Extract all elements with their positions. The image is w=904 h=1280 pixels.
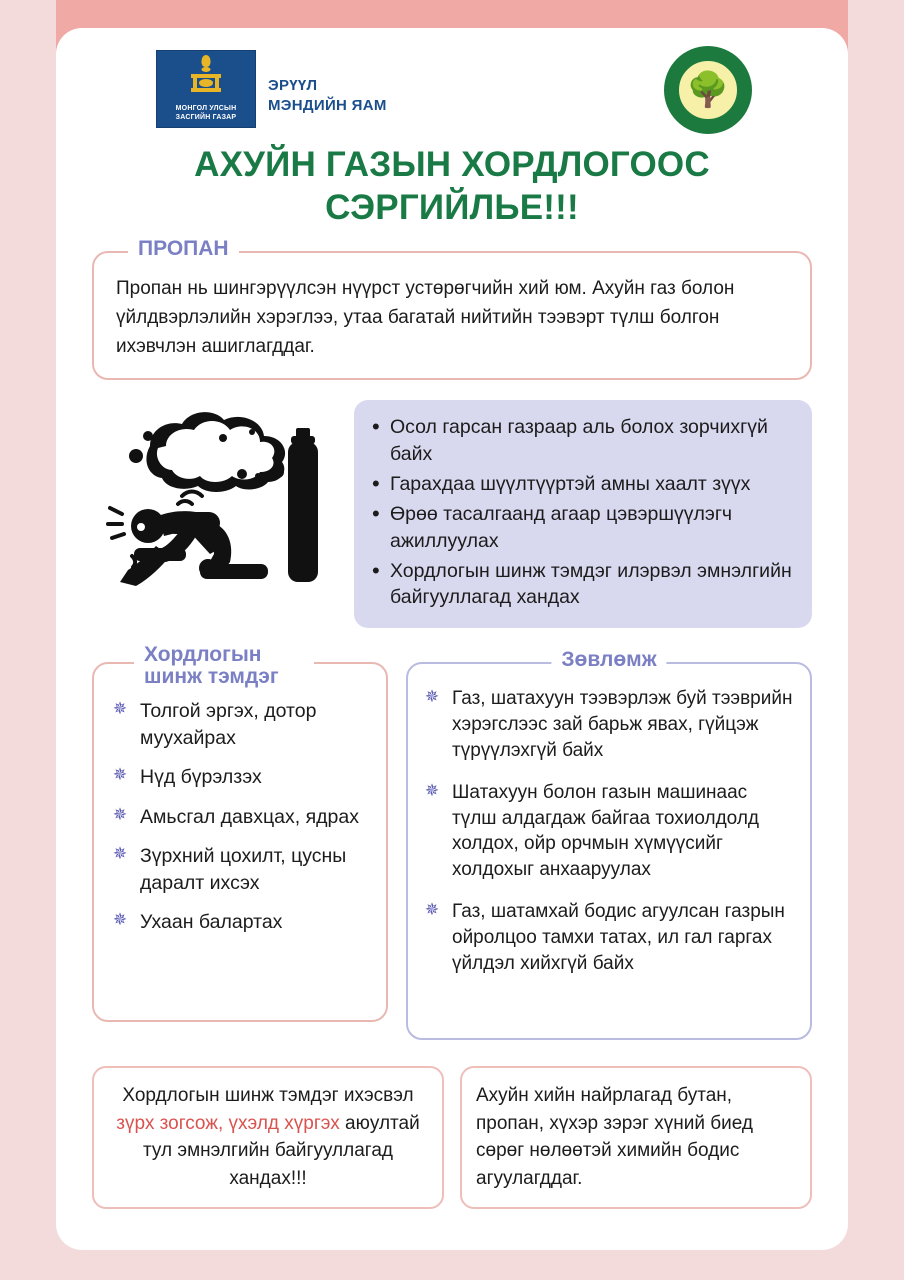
symptom-text: Амьсгал давхцах, ядрах (140, 805, 359, 828)
warning-highlight: зүрх зогсож, үхэлд хүргэх (116, 1112, 340, 1134)
tree-glyph: 🌳 (686, 71, 730, 109)
advice-legend: Зөвлөмж (551, 649, 666, 671)
advice-text: Шатахуун болон газын машинаас түлш алдагдаж байгаа тохиолдолд холдох, ойр орчмын хүмүүсийг холдохыг анхааруулах (452, 781, 759, 881)
advice-item (420, 686, 796, 763)
star-bullet-icon: ✵ (424, 900, 440, 920)
advice-item (420, 899, 796, 976)
propane-section (92, 237, 812, 380)
ministry-name (268, 76, 387, 115)
gov-caption-line2: ЗАСГИЙН ГАЗАР (175, 114, 237, 122)
symptom-item (108, 764, 374, 791)
gov-caption-line1: МОНГОЛ УЛСЫН (175, 105, 237, 112)
star-bullet-icon: ✵ (424, 687, 440, 707)
star-bullet-icon: ✵ (112, 804, 128, 824)
symptom-item (108, 843, 374, 896)
advice-item (420, 780, 796, 883)
warning-part-1: Хордлогын шинж тэмдэг ихэсвэл (122, 1085, 414, 1107)
precautions-list (364, 414, 796, 611)
propane-legend: ПРОПАН (128, 238, 239, 260)
precaution-item: • Гарахдаа шүүлтүүртэй амны хаалт зүүх (364, 471, 796, 498)
advice-text: Газ, шатахуун тээвэрлэж буй тээврийн хэрэгслээс зай барьж явах, гүйцэж түрүүлэхгүй байх (452, 688, 793, 761)
symptom-text: Зүрхний цохилт, цусны даралт ихсэх (140, 845, 347, 894)
warning-part-2: аюултай тул эмнэлгийн байгууллагад хандах!!! (143, 1112, 420, 1189)
right-margin-band (848, 0, 904, 1280)
symptoms-and-advice-row (92, 643, 812, 1040)
star-bullet-icon: ✵ (112, 699, 128, 719)
precaution-item: • Хордлогын шинж тэмдэг илэрвэл эмнэлгийн байгууллагад хандах (364, 558, 796, 612)
star-bullet-icon: ✵ (424, 780, 440, 800)
illustration-and-precautions-row (92, 396, 812, 628)
bottom-notes-row (92, 1066, 812, 1208)
advice-text: Газ, шатамхай бодис агуулсан газрын ойролцоо тамхи татах, ил гал гаргах үйлдэл хийхгүй байх (452, 901, 785, 974)
star-bullet-icon: ✵ (112, 765, 128, 785)
star-bullet-icon: ✵ (112, 844, 128, 864)
page-title: АХУЙН ГАЗЫН ХОРДЛОГООС СЭРГИЙЛЬЕ!!! (194, 145, 710, 227)
symptoms-legend-line2: шинж тэмдэг (144, 665, 279, 689)
propane-description: Пропан нь шингэрүүлсэн нүүрст устөрөгчийн хий юм. Ахуйн газ болон үйлдвэрлэлийн хэрэглээ, утаа багатай нийтийн тээвэрт түлш болгон ихэвчлэн ашиглагддаг. (116, 278, 735, 358)
illustration-svg (92, 396, 342, 606)
symptoms-panel (92, 643, 388, 1022)
emergency-warning-box (92, 1066, 444, 1208)
precaution-item: • Өрөө тасалгаанд агаар цэвэршүүлэгч ажиллуулах (364, 501, 796, 555)
symptom-item (108, 698, 374, 751)
poster-header (56, 28, 848, 140)
gas-poisoning-illustration (92, 396, 342, 606)
symptom-text: Нүд бүрэлзэх (140, 766, 262, 789)
composition-text: Ахуйн хийн найрлагад бутан, пропан, хүхэр зэрэг хүний биед сөрөг нөлөөтэй химийн бодис агуулагддаг. (476, 1085, 753, 1189)
composition-note-box (460, 1066, 812, 1208)
symptoms-list (108, 698, 374, 936)
symptoms-legend-line1: Хордлогын (144, 643, 262, 667)
ministry-line-1: ЭРҮҮЛ (268, 77, 318, 94)
symptom-item (108, 909, 374, 936)
soyombo-icon (189, 55, 223, 101)
precautions-panel (354, 400, 812, 628)
star-bullet-icon: ✵ (112, 910, 128, 930)
symptoms-legend (134, 644, 314, 688)
left-margin-band (0, 0, 56, 1280)
poster-card (56, 28, 848, 1250)
symptom-text: Толгой эргэх, дотор муухайрах (140, 700, 317, 749)
ministry-line-2: МЭНДИЙН ЯАМ (268, 96, 387, 114)
symptom-item (108, 804, 374, 831)
symptom-text: Ухаан балартах (140, 911, 283, 934)
tree-seal-icon (664, 46, 752, 134)
advice-list (420, 686, 796, 976)
precaution-item: • Осол гарсан газраар аль болох зорчихгүй байх (364, 414, 796, 468)
government-emblem-caption (176, 104, 237, 123)
government-emblem-logo (156, 50, 256, 128)
advice-panel (406, 648, 812, 1040)
